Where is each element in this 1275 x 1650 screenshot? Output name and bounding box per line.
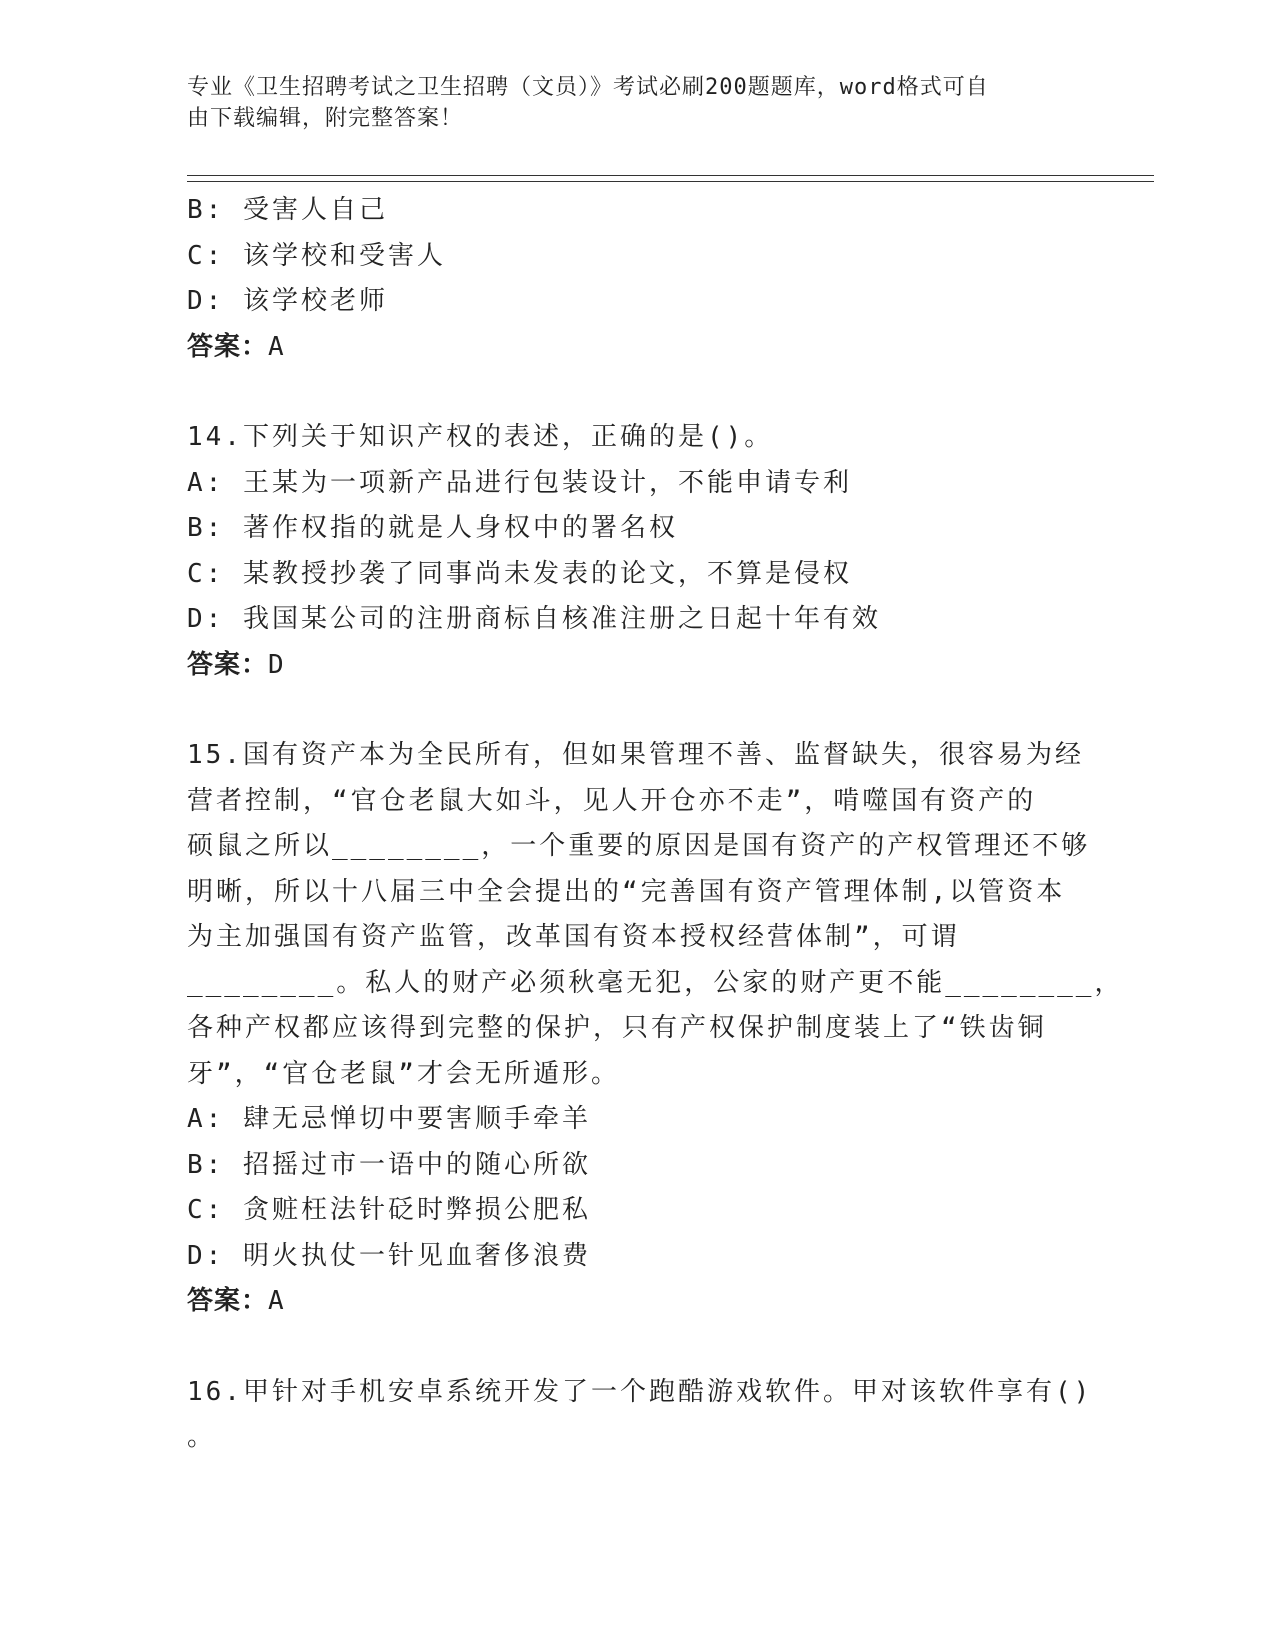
option-c: C: 该学校和受害人 — [187, 240, 446, 271]
option-c: C: 某教授抄袭了同事尚未发表的论文，不算是侵权 — [187, 558, 852, 589]
stem-line: 明晰，所以十八届三中全会提出的“完善国有资产管理体制,以管资本 — [187, 876, 1066, 907]
spacer — [187, 1325, 1087, 1370]
answer-value: D — [268, 649, 285, 680]
spacer — [187, 370, 1087, 415]
option-d: D: 明火执仗一针见血奢侈浪费 — [187, 1240, 591, 1271]
stem-line: 各种产权都应该得到完整的保护，只有产权保护制度装上了“铁齿铜 — [187, 1013, 1047, 1043]
question-stem — [187, 733, 1124, 1097]
header-line: 专业《卫生招聘考试之卫生招聘（文员）》考试必刷200题题库，word格式可自 — [187, 75, 989, 100]
question-stem: 14.下列关于知识产权的表述，正确的是()。 — [187, 422, 774, 452]
answer-line — [187, 1279, 1087, 1325]
question-block-15 — [187, 733, 1124, 1325]
stem-line: 营者控制，“官仓老鼠大如斗，见人开仓亦不走”，啃噬国有资产的 — [187, 785, 1037, 816]
option-d: D: 我国某公司的注册商标自核准注册之日起十年有效 — [187, 604, 881, 634]
answer-value: A — [268, 1286, 285, 1316]
spacer — [187, 688, 1087, 733]
answer-label: 答案： — [187, 649, 269, 680]
option-b: B: 著作权指的就是人身权中的署名权 — [187, 513, 678, 543]
question-block-14 — [187, 415, 1087, 688]
stem-line: 15.国有资产本为全民所有，但如果管理不善、监督缺失，很容易为经 — [187, 740, 1084, 770]
stem-line: ________。私人的财产必须秋毫无犯，公家的财产更不能________， — [187, 967, 1124, 998]
question-list — [187, 188, 1124, 1461]
option-a: A: 肆无忌惮切中要害顺手牵羊 — [187, 1104, 591, 1134]
document-header — [187, 72, 1067, 134]
question-stem — [187, 1370, 1093, 1461]
answer-line — [187, 643, 1087, 689]
stem-line: 牙”，“官仓老鼠”才会无所遁形。 — [187, 1058, 620, 1089]
answer-label: 答案： — [187, 331, 269, 362]
option-b: B: 受害人自己 — [187, 195, 388, 225]
question-block-16 — [187, 1370, 1093, 1461]
header-line: 由下载编辑，附完整答案！ — [187, 106, 464, 131]
stem-line: 16.甲针对手机安卓系统开发了一个跑酷游戏软件。甲对该软件享有() — [187, 1376, 1093, 1407]
question-block-13 — [187, 188, 1087, 370]
option-b: B: 招摇过市一语中的随心所欲 — [187, 1149, 591, 1180]
answer-line — [187, 325, 1087, 371]
option-c: C: 贪赃枉法针砭时弊损公肥私 — [187, 1195, 591, 1225]
answer-label: 答案： — [187, 1286, 269, 1316]
option-d: D: 该学校老师 — [187, 286, 388, 316]
stem-line: 硕鼠之所以________，一个重要的原因是国有资产的产权管理还不够 — [187, 831, 1091, 861]
header-divider — [187, 175, 1154, 182]
option-a: A: 王某为一项新产品进行包装设计，不能申请专利 — [187, 467, 852, 498]
stem-line: 为主加强国有资产监管，改革国有资本授权经营体制”，可谓 — [187, 922, 960, 952]
stem-line: 。 — [187, 1422, 217, 1452]
answer-value: A — [268, 331, 285, 362]
